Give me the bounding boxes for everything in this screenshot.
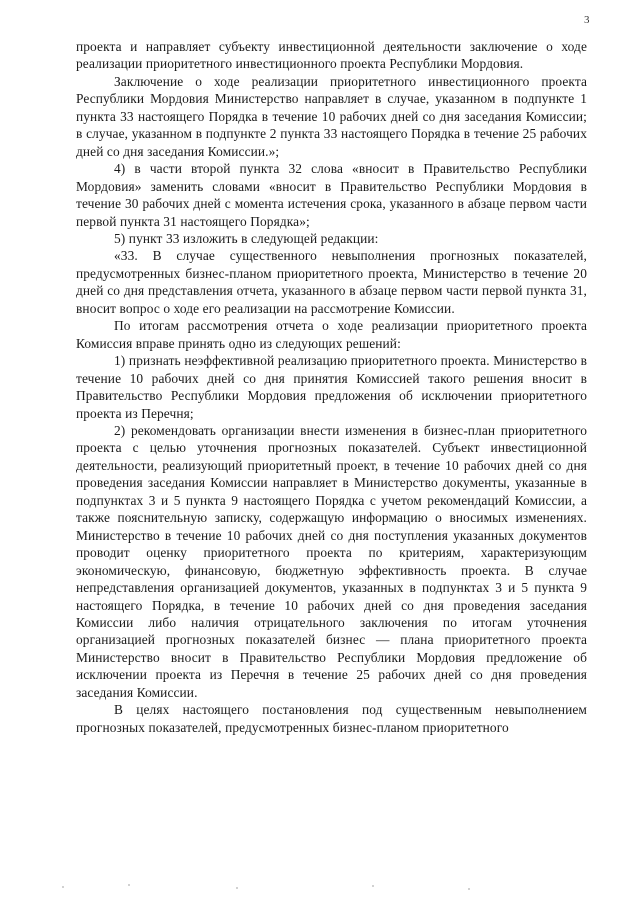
scan-speck: [128, 884, 130, 886]
page-number: 3: [584, 14, 590, 26]
paragraph-8: 2) рекомендовать организации внести изменения в бизнес-план приоритетного проекта с целью уточнения прогнозных показателей. Субъект инвестиционной деятельности, реализующий приоритетный проект, в течение 10 рабочих дней со дня проведения заседания Комиссии направляет в Министерство документы, указанные в подпунктах 3 и 5 пункта 9 настоящего Порядка с учетом рекомендаций Комиссии, а также пояснительную записку, содержащую информацию о вносимых изменениях. Министерство в течение 10 рабочих дней со дня поступления указанных документов проводит оценку приоритетного проекта по критериям, характеризующим экономическую, финансовую, бюджетную эффективность проекта. В случае непредставления организацией документов, указанных в подпунктах 3 и 5 пункта 9 настоящего Порядка, в течение 10 рабочих дней со дня проведения заседания Комиссии либо наличия отрицательного заключения по итогам уточнения организацией прогнозных показателей бизнес — плана приоритетного проекта Министерство вносит в Правительство Республики Мордовия предложение об исключении проекта из Перечня в течение 25 рабочих дней со дня проведения заседания Комиссии.: [76, 422, 587, 700]
paragraph-3: 4) в части второй пункта 32 слова «вносит в Правительство Республики Мордовия» заменить словами «вносит в Правительство Республики Мордовия в течение 30 рабочих дней с момента истечения срока, указанного в абзаце первом части первой пункта 31 настоящего Порядка»;: [76, 161, 587, 229]
scan-speck: [372, 885, 374, 887]
paragraph-1: проекта и направляет субъекту инвестиционной деятельности заключение о ходе реализации приоритетного инвестиционного проекта Республики Мордовия.: [76, 39, 587, 72]
scan-speck: [236, 887, 238, 889]
paragraph-5: «33. В случае существенного невыполнения прогнозных показателей, предусмотренных бизнес-планом приоритетного проекта, Министерство в течение 20 дней со дня представления отчета, указанного в абзаце первом части первой пункта 31, вносит вопрос о ходе его реализации на рассмотрение Комиссии.: [76, 248, 587, 316]
paragraph-6: По итогам рассмотрения отчета о ходе реализации приоритетного проекта Комиссия вправе принять одно из следующих решений:: [76, 318, 587, 351]
scan-speck: [62, 886, 64, 888]
paragraph-2: Заключение о ходе реализации приоритетного инвестиционного проекта Республики Мордовия Министерство направляет в случае, указанном в подпункте 1 пункта 33 настоящего Порядка в течение 10 рабочих дней со дня заседания Комиссии; в случае, указанном в подпункте 2 пункта 33 настоящего Порядка в течение 25 рабочих дней со дня заседания Комиссии.»;: [76, 73, 587, 159]
paragraph-7: 1) признать неэффективной реализацию приоритетного проекта. Министерство в течение 10 рабочих дней со дня принятия Комиссией такого решения вносит в Правительство Республики Мордовия предложения об исключении приоритетного проекта из Перечня;: [76, 353, 587, 421]
paragraph-9: В целях настоящего постановления под существенным невыполнением прогнозных показателей, предусмотренных бизнес-планом приоритетного: [76, 702, 587, 735]
document-body: [76, 38, 587, 736]
scan-speck: [468, 888, 470, 890]
paragraph-4: 5) пункт 33 изложить в следующей редакции:: [114, 230, 379, 246]
